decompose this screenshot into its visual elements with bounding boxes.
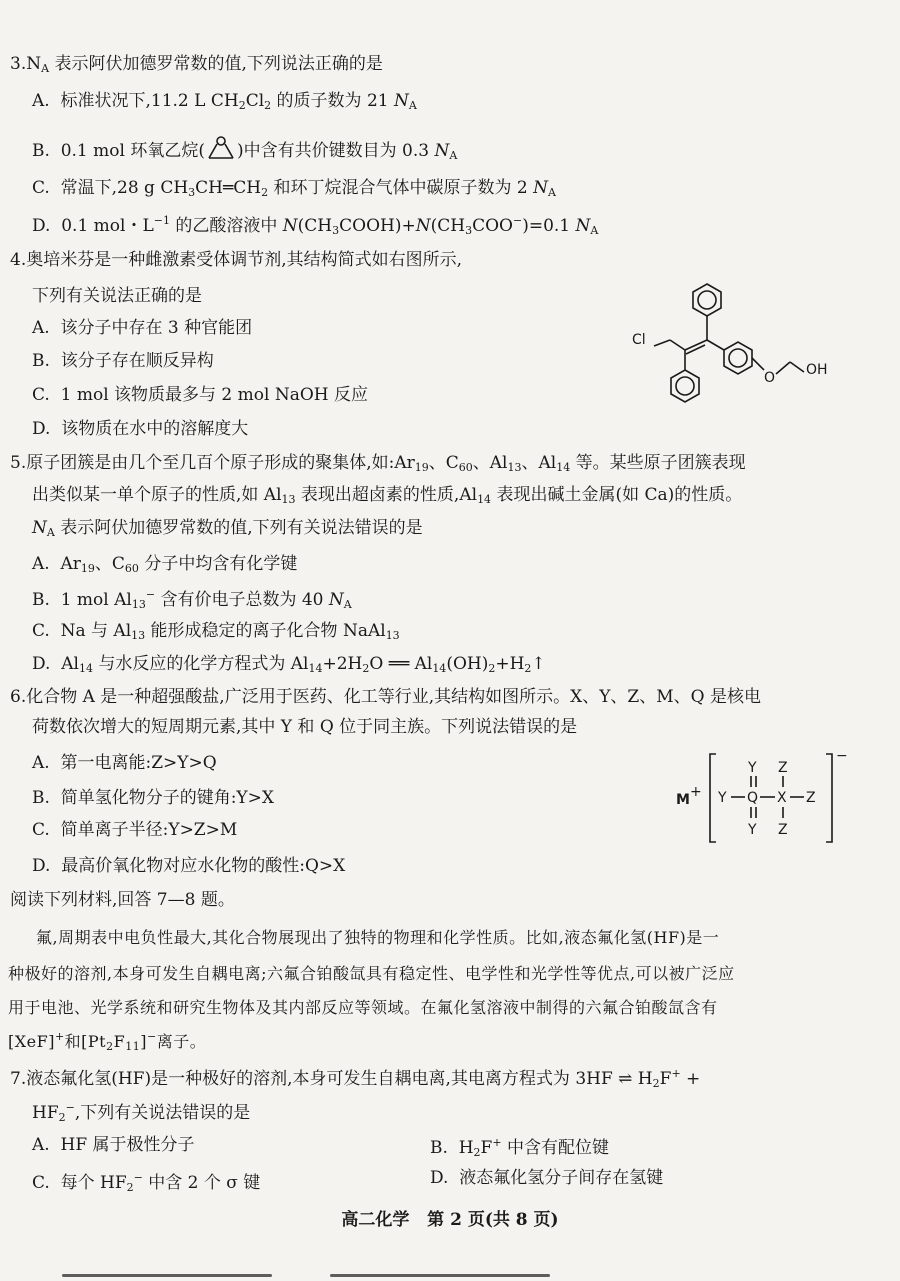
q7-option-a: A. HF 属于极性分子 [32, 1135, 195, 1155]
q5-option-d: D. $Al_{14}$ 与水反应的化学方程式为 $Al_{14}+2H_2O$ ══ $Al_{14}(OH)_2+H_2↑$ [32, 654, 546, 675]
struct-q-center: Q [747, 790, 759, 806]
struct-anion-charge: − [836, 748, 848, 764]
reading-para-line2: 种极好的溶剂,本身可发生自耦电离;六氟合铂酸氙具有稳定性、电学性和光学性等优点,可以被广泛应 [8, 964, 735, 983]
struct-z-right: Z [806, 790, 816, 806]
struct-y-top: Y [748, 760, 757, 776]
q6-stem-line2: 荷数依次增大的短周期元素,其中 Y 和 Q 位于同主族。下列说法错误的是 [32, 717, 578, 737]
struct-m-label: M [676, 792, 690, 808]
struct-o-label: O [764, 370, 776, 386]
q4-option-d: D. 该物质在水中的溶解度大 [32, 419, 249, 439]
q3-option-b-post: )中含有共价键数目为 0.3 $N_A$ [236, 141, 458, 162]
q5-option-c: C. Na 与 $Al_{13}$ 能形成稳定的离子化合物 NaAl$_{13}$ [32, 621, 400, 642]
q5-option-a: A. $Ar_{19}$、$C_{60}$ 分子中均含有化学键 [32, 554, 298, 575]
q3-option-d: D. 0.1 mol・$L^{-1}$ 的乙酸溶液中 $N(CH_3COOH)+N(CH_3COO^-)=0.1$ $N_A$ [32, 214, 599, 237]
q3-option-c: C. 常温下,28 g $CH_3CH═CH_2$ 和环丁烷混合气体中碳原子数为 2 $N_A$ [32, 178, 556, 199]
q7-option-b: B. $H_2F^+$ 中含有配位键 [430, 1136, 609, 1159]
reading-para-line1: 氟,周期表中电负性最大,其化合物展现出了独特的物理和化学性质。比如,液态氟化氢(HF)是一 [36, 928, 720, 947]
struct-z-top: Z [778, 760, 788, 776]
struct-m-charge: + [690, 784, 702, 800]
reading-para-line4: [XeF]+和$[Pt_2F_{11}]^-$离子。 [8, 1030, 207, 1053]
q6-option-a: A. 第一电离能:Z>Y>Q [32, 753, 217, 773]
struct-z-bottom: Z [778, 822, 788, 838]
q5-stem-line3: $N_A$ 表示阿伏加德罗常数的值,下列有关说法错误的是 [32, 518, 423, 539]
struct-cl-label: Cl [632, 332, 646, 348]
struct-y-bottom: Y [748, 822, 757, 838]
struct-oh-label: OH [806, 362, 828, 378]
struct-x-center: X [777, 790, 787, 806]
q3-option-a: A. 标准状况下,11.2 L $CH_2Cl_2$ 的质子数为 21 $N_A$ [32, 91, 417, 112]
q4-stem-line2: 下列有关说法正确的是 [32, 286, 202, 306]
q6-stem-line1: 6.化合物 A 是一种超强酸盐,广泛用于医药、化工等行业,其结构如图所示。X、Y、Z、M、Q 是核电 [10, 687, 761, 707]
reading-intro: 阅读下列材料,回答 7—8 题。 [10, 890, 235, 910]
q7-stem-line1: 7.液态氟化氢(HF)是一种极好的溶剂,本身可发生自耦电离,其电离方程式为 3HF ⇌ $H_2F^+$ + [10, 1067, 701, 1090]
q7-option-c: C. 每个 $HF_2^-$ 中含 2 个 σ 键 [32, 1171, 261, 1194]
q6-option-c: C. 简单离子半径:Y>Z>M [32, 820, 238, 840]
reading-para-line3: 用于电池、光学系统和研究生物体及其内部反应等领域。在氟化氢溶液中制得的六氟合铂酸氙含有 [8, 998, 718, 1017]
q3-option-b-pre: B. 0.1 mol 环氧乙烷( [32, 141, 205, 161]
epoxide-icon [205, 136, 237, 162]
q4-stem-line1: 4.奥培米芬是一种雌激素受体调节剂,其结构简式如右图所示, [10, 250, 463, 270]
q3-option-b [32, 136, 457, 162]
q6-option-d: D. 最高价氧化物对应水化物的酸性:Q>X [32, 856, 346, 876]
q4-option-c: C. 1 mol 该物质最多与 2 mol NaOH 反应 [32, 385, 369, 405]
scan-mark-right [330, 1274, 550, 1277]
q4-option-a: A. 该分子中存在 3 种官能团 [32, 318, 253, 338]
q7-option-d: D. 液态氟化氢分子间存在氢键 [430, 1168, 664, 1188]
compound-a-structure [676, 750, 846, 846]
page-footer: 高二化学 第 2 页(共 8 页) [341, 1210, 559, 1230]
scan-mark-left [62, 1274, 272, 1277]
q3-stem: $3.N_A$ 表示阿伏加德罗常数的值,下列说法正确的是 [10, 54, 383, 75]
q7-stem-line2: $HF_2^-$,下列有关说法错误的是 [32, 1101, 251, 1124]
q5-stem-line1: 5.原子团簇是由几个至几百个原子形成的聚集体,如$:Ar_{19}$、$C_{60}$、$Al_{13}$、$Al_{14}$ 等。某些原子团簇表现 [10, 453, 746, 474]
struct-y-left: Y [718, 790, 727, 806]
q6-option-b: B. 简单氢化物分子的键角:Y>X [32, 788, 275, 808]
ospemifene-structure [620, 278, 880, 428]
q5-option-b: B. 1 mol $Al_{13}^-$ 含有价电子总数为 40 $N_A$ [32, 588, 352, 611]
q5-stem-line2: 出类似某一单个原子的性质,如 $Al_{13}$ 表现出超卤素的性质$,Al_{14}$ 表现出碱土金属(如 Ca)的性质。 [32, 485, 743, 506]
q4-option-b: B. 该分子存在顺反异构 [32, 351, 214, 371]
